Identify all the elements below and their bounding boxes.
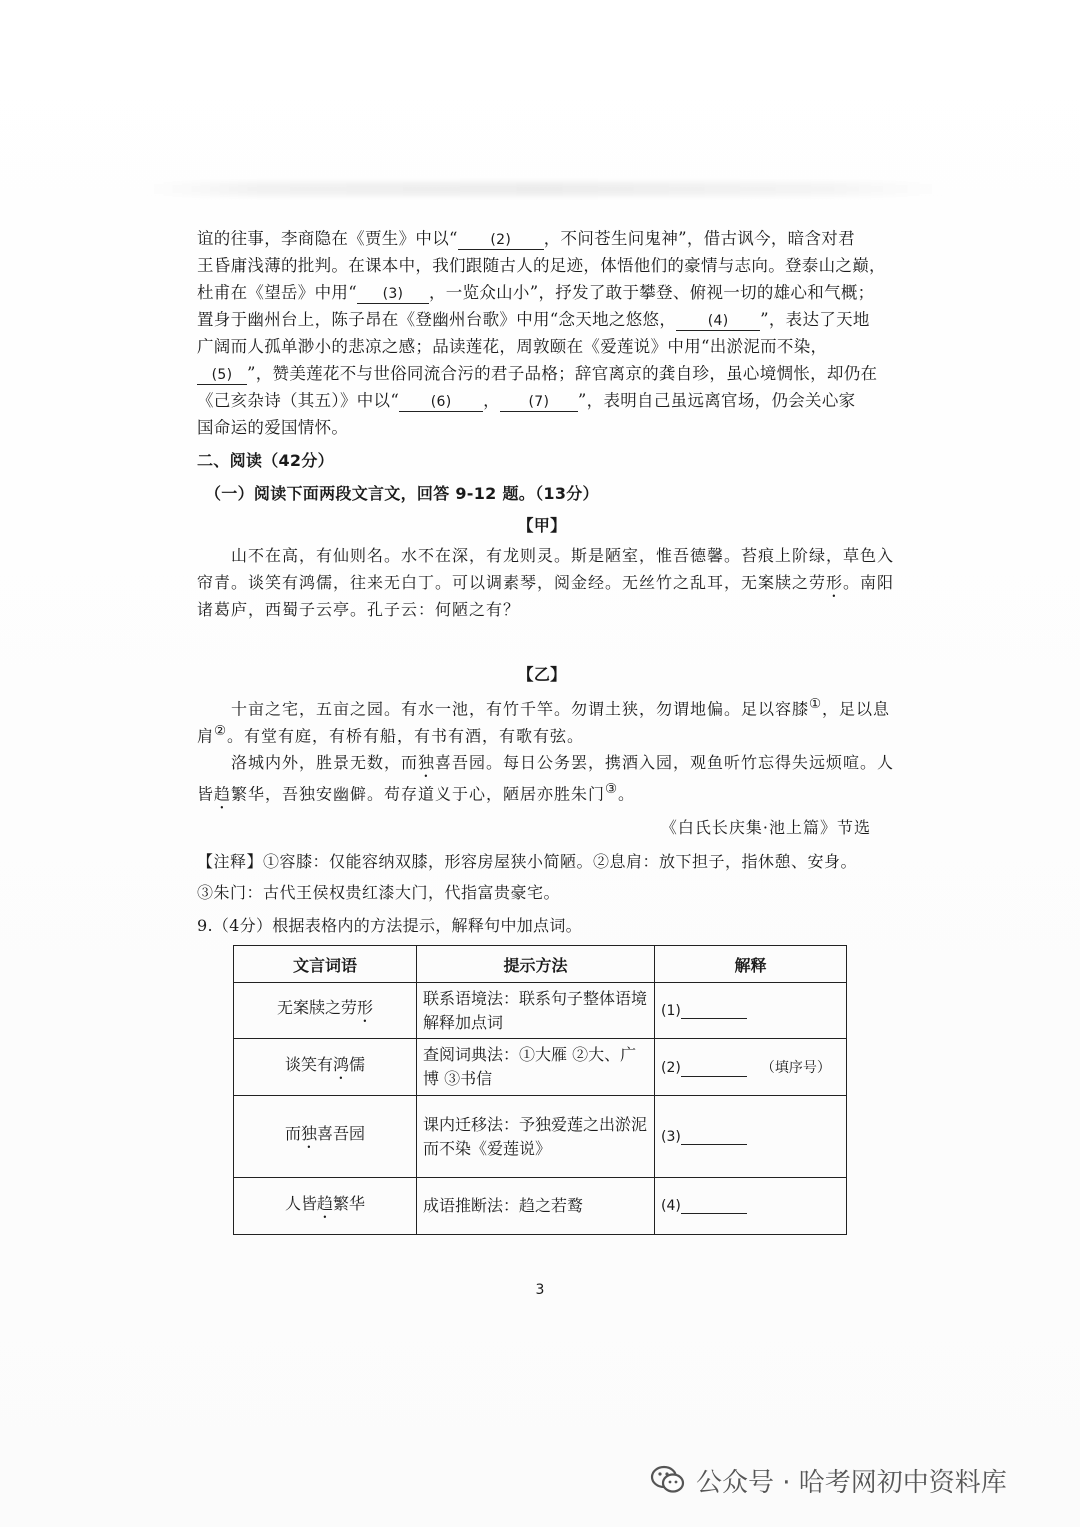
word-cell: 人皆趋繁华 xyxy=(234,1178,417,1235)
question-9-table xyxy=(233,945,847,1235)
hint-cell: 成语推断法：趋之若鹜 xyxy=(417,1178,655,1235)
answer-cell[interactable]: (3) xyxy=(655,1096,847,1178)
poem-line-8: 国命运的爱国情怀。 xyxy=(197,418,349,437)
yi-line-2: 肩②。有堂有庭，有桥有船，有书有酒，有歌有弦。 xyxy=(197,724,584,746)
answer-cell[interactable]: (1) xyxy=(655,983,847,1039)
answer-cell[interactable]: (4) xyxy=(655,1178,847,1235)
table-header: 解释 xyxy=(655,946,847,983)
dotted-char: 形 xyxy=(826,573,844,592)
blank-3: (3) xyxy=(357,285,429,304)
poem-line-3: 杜甫在《望岳》中用“ (3) ，一览众山小”，抒发了敢于攀登、俯视一切的雄心和气概； xyxy=(197,283,875,302)
hint-cell: 联系语境法：联系句子整体语境解释加点词 xyxy=(417,983,655,1039)
poem-line-2: 王昏庸浅薄的批判。在课本中，我们跟随古人的足迹，体悟他们的豪情与志向。登泰山之巅， xyxy=(197,256,886,275)
yi-line-3: 洛城内外，胜景无数，而独喜吾园。每日公务罢，携酒入园，观鱼听竹忘得失远烦喧。人 xyxy=(231,753,895,772)
blank-4: (4) xyxy=(676,312,760,331)
poem-line-6: (5) ”，赞美莲花不与世俗同流合污的君子品格；辞官离京的龚自珍，虽心境惆怅，却仍在 xyxy=(197,361,887,387)
table-row xyxy=(234,1039,847,1096)
jia-title: 【甲】 xyxy=(517,516,567,535)
jia-line-3: 诸葛庐，西蜀子云亭。孔子云：何陋之有？ xyxy=(197,600,521,619)
dotted-char: 独 xyxy=(418,753,436,772)
table-row xyxy=(234,983,847,1039)
table-header: 提示方法 xyxy=(417,946,655,983)
section-title: 二、阅读（42分） xyxy=(197,451,334,470)
blank-5: (5) xyxy=(197,366,247,385)
jia-line-1: 山不在高，有仙则名。水不在深，有龙则灵。斯是陋室，惟吾德馨。苔痕上阶绿，草色入 xyxy=(231,546,895,565)
poem-line-4: 置身于幽州台上，陈子昂在《登幽州台歌》中用“念天地之悠悠， (4) ”，表达了天地 xyxy=(197,310,870,329)
poem-line-1: 谊的往事，李商隐在《贾生》中以“ (2) ，不问苍生问鬼神”，借古讽今，暗含对君 xyxy=(197,229,855,248)
table-row xyxy=(234,1178,847,1235)
jia-line-2: 帘青。谈笑有鸿儒，往来无白丁。可以调素琴，阅金经。无丝竹之乱耳，无案牍之劳形。南阳 xyxy=(197,573,895,592)
wechat-icon xyxy=(650,1464,686,1496)
blank-2: (2) xyxy=(458,231,544,250)
question-9-title: 9.（4分）根据表格内的方法提示，解释句中加点词。 xyxy=(197,916,582,935)
blank-6: (6) xyxy=(399,393,483,412)
word-cell: 而独喜吾园 xyxy=(234,1096,417,1178)
answer-cell[interactable]: (2) （填序号） xyxy=(655,1039,847,1096)
scan-smudge xyxy=(140,182,950,196)
yi-line-4: 皆趋繁华，吾独安幽僻。苟存道义于心，陋居亦胜朱门③。 xyxy=(197,782,636,804)
table-header: 文言词语 xyxy=(234,946,417,983)
table-row xyxy=(234,1096,847,1178)
hint-cell: 查阅词典法：①大雁 ②大、广博 ③书信 xyxy=(417,1039,655,1096)
word-cell: 谈笑有鸿儒 xyxy=(234,1039,417,1096)
yi-title: 【乙】 xyxy=(517,665,567,684)
dotted-char: 趋 xyxy=(214,784,232,804)
yi-line-1: 十亩之宅，五亩之园。有水一池，有竹千竿。勿谓土狭，勿谓地偏。足以容膝①，足以息 xyxy=(231,697,890,719)
watermark xyxy=(650,1460,1007,1500)
source-citation: 《白氏长庆集·池上篇》节选 xyxy=(660,818,871,837)
poem-line-7: 《己亥杂诗（其五）》中以“ (6) ， (7) ”，表明自己虽远离官场，仍会关心家 xyxy=(197,391,856,410)
poem-line-5: 广阔而人孤单渺小的悲凉之感；品读莲花，周敦颐在《爱莲说》中用“出淤泥而不染， xyxy=(197,337,828,356)
table-header-row xyxy=(234,946,847,983)
blank-7: (7) xyxy=(500,393,578,412)
word-cell: 无案牍之劳形 xyxy=(234,983,417,1039)
sub-title: （一）阅读下面两段文言文，回答 9-12 题。（13分） xyxy=(205,484,599,503)
hint-cell: 课内迁移法：予独爱莲之出淤泥而不染《爱莲说》 xyxy=(417,1096,655,1178)
page-number: 3 xyxy=(535,1282,545,1298)
note-line-2: ③朱门：古代王侯权贵红漆大门，代指富贵豪宅。 xyxy=(197,883,561,902)
watermark-text: 公众号 · 哈考网初中资料库 xyxy=(696,1467,1007,1498)
note-line-1: 【注释】①容膝：仅能容纳双膝，形容房屋狭小简陋。②息肩：放下担子，指休憩、安身。 xyxy=(197,852,858,871)
